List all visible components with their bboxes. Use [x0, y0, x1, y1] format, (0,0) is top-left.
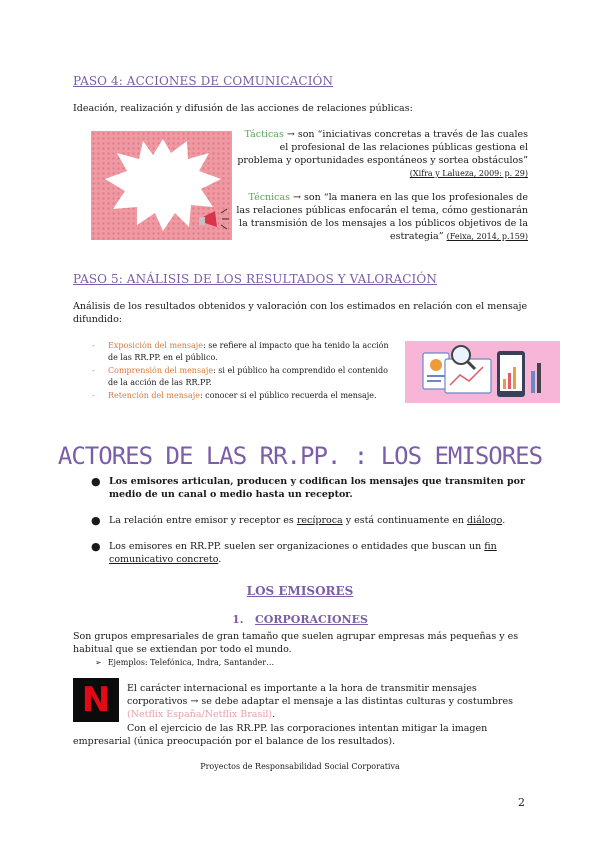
- list-item: - Comprensión del mensaje: si el público ha comprendido el contenido de la acción de las RR.PP.: [92, 366, 388, 387]
- speech-burst-icon: [91, 131, 232, 240]
- tacticas-term: Tácticas: [244, 129, 284, 140]
- paso4-heading: PASO 4: ACCIONES DE COMUNICACIÓN: [73, 74, 334, 88]
- rrpp-text: Con el ejercicio de las RR.PP. las corporaciones intentan mitigar la imagen empresarial (única preocupación por el balance de los resultados).: [73, 723, 488, 747]
- tacticas-citation: (Xifra y Lalueza, 2009: p. 29): [409, 169, 528, 178]
- actores-bullet-3: ● Los emisores en RR.PP. suelen ser organizaciones o entidades que buscan un fin comunicativo concreto.: [91, 540, 497, 565]
- paso5-intro: Análisis de los resultados obtenidos y valoración con los estimados en relación con el mensaje difundido:: [73, 301, 528, 325]
- analytics-dashboard-icon: [405, 341, 560, 403]
- tacticas-text: → son “iniciativas concretas a través de las cuales el profesional de las relaciones públicas gestiona el problema y oportunidades espontáneos y sortea obstáculos”: [237, 129, 528, 166]
- list-item: - Retención del mensaje: conocer si el público recuerda el mensaje.: [92, 391, 377, 400]
- corporaciones-heading: 1. CORPORACIONES: [232, 613, 368, 626]
- ejemplos-item: ➢ Ejemplos: Telefónica, Indra, Santander…: [95, 658, 275, 667]
- tecnicas-definition: [236, 191, 528, 243]
- emisores-heading: LOS EMISORES: [246, 584, 354, 598]
- tecnicas-text: → son “la manera en las que los profesionales de las relaciones públicas enfocarán el tema, cómo gestionarán la transmisión de los mensajes a los públicos objetivos de la estrategia”: [236, 192, 528, 242]
- rsc-text: Proyectos de Responsabilidad Social Corporativa: [200, 762, 400, 771]
- actores-bullet-1: ● Los emisores articulan, producen y codifican los mensajes que transmiten por medio de un canal o medio hasta un receptor.: [91, 475, 525, 500]
- actores-bullet-2: ● La relación entre emisor y receptor es recíproca y está continuamente en diálogo.: [91, 514, 506, 527]
- comic-burst-image: [91, 131, 232, 240]
- emisores-heading-wrap: [0, 580, 600, 599]
- tecnicas-citation: (Feixa, 2014, p.159): [446, 232, 528, 241]
- paso5-list: [92, 340, 398, 402]
- tecnicas-term: Técnicas: [248, 192, 291, 203]
- actores-title: ACTORES DE LAS RR.PP. : LOS EMISORES: [57, 442, 543, 470]
- paso4-intro: Ideación, realización y difusión de las acciones de relaciones públicas:: [73, 103, 413, 114]
- paso5-heading: PASO 5: ANÁLISIS DE LOS RESULTADOS Y VALORACIÓN: [73, 272, 437, 286]
- internacional-text: El carácter internacional es importante a la hora de transmitir mensajes corporativos → se debe adaptar el mensaje a las distintas culturas y costumbres (Netflix España/Netflix Brasil).: [127, 683, 513, 720]
- corporaciones-description: Son grupos empresariales de gran tamaño que suelen agrupar empresas más pequeñas y es habitual que se extiendan por todo el mundo.: [73, 631, 519, 655]
- page-number: 2: [518, 796, 525, 809]
- netflix-logo: N: [73, 678, 119, 722]
- analytics-image: [405, 341, 560, 403]
- tacticas-definition: [236, 128, 528, 180]
- list-item: - Exposición del mensaje: se refiere al impacto que ha tenido la acción de las RR.PP. en el público.: [92, 341, 389, 362]
